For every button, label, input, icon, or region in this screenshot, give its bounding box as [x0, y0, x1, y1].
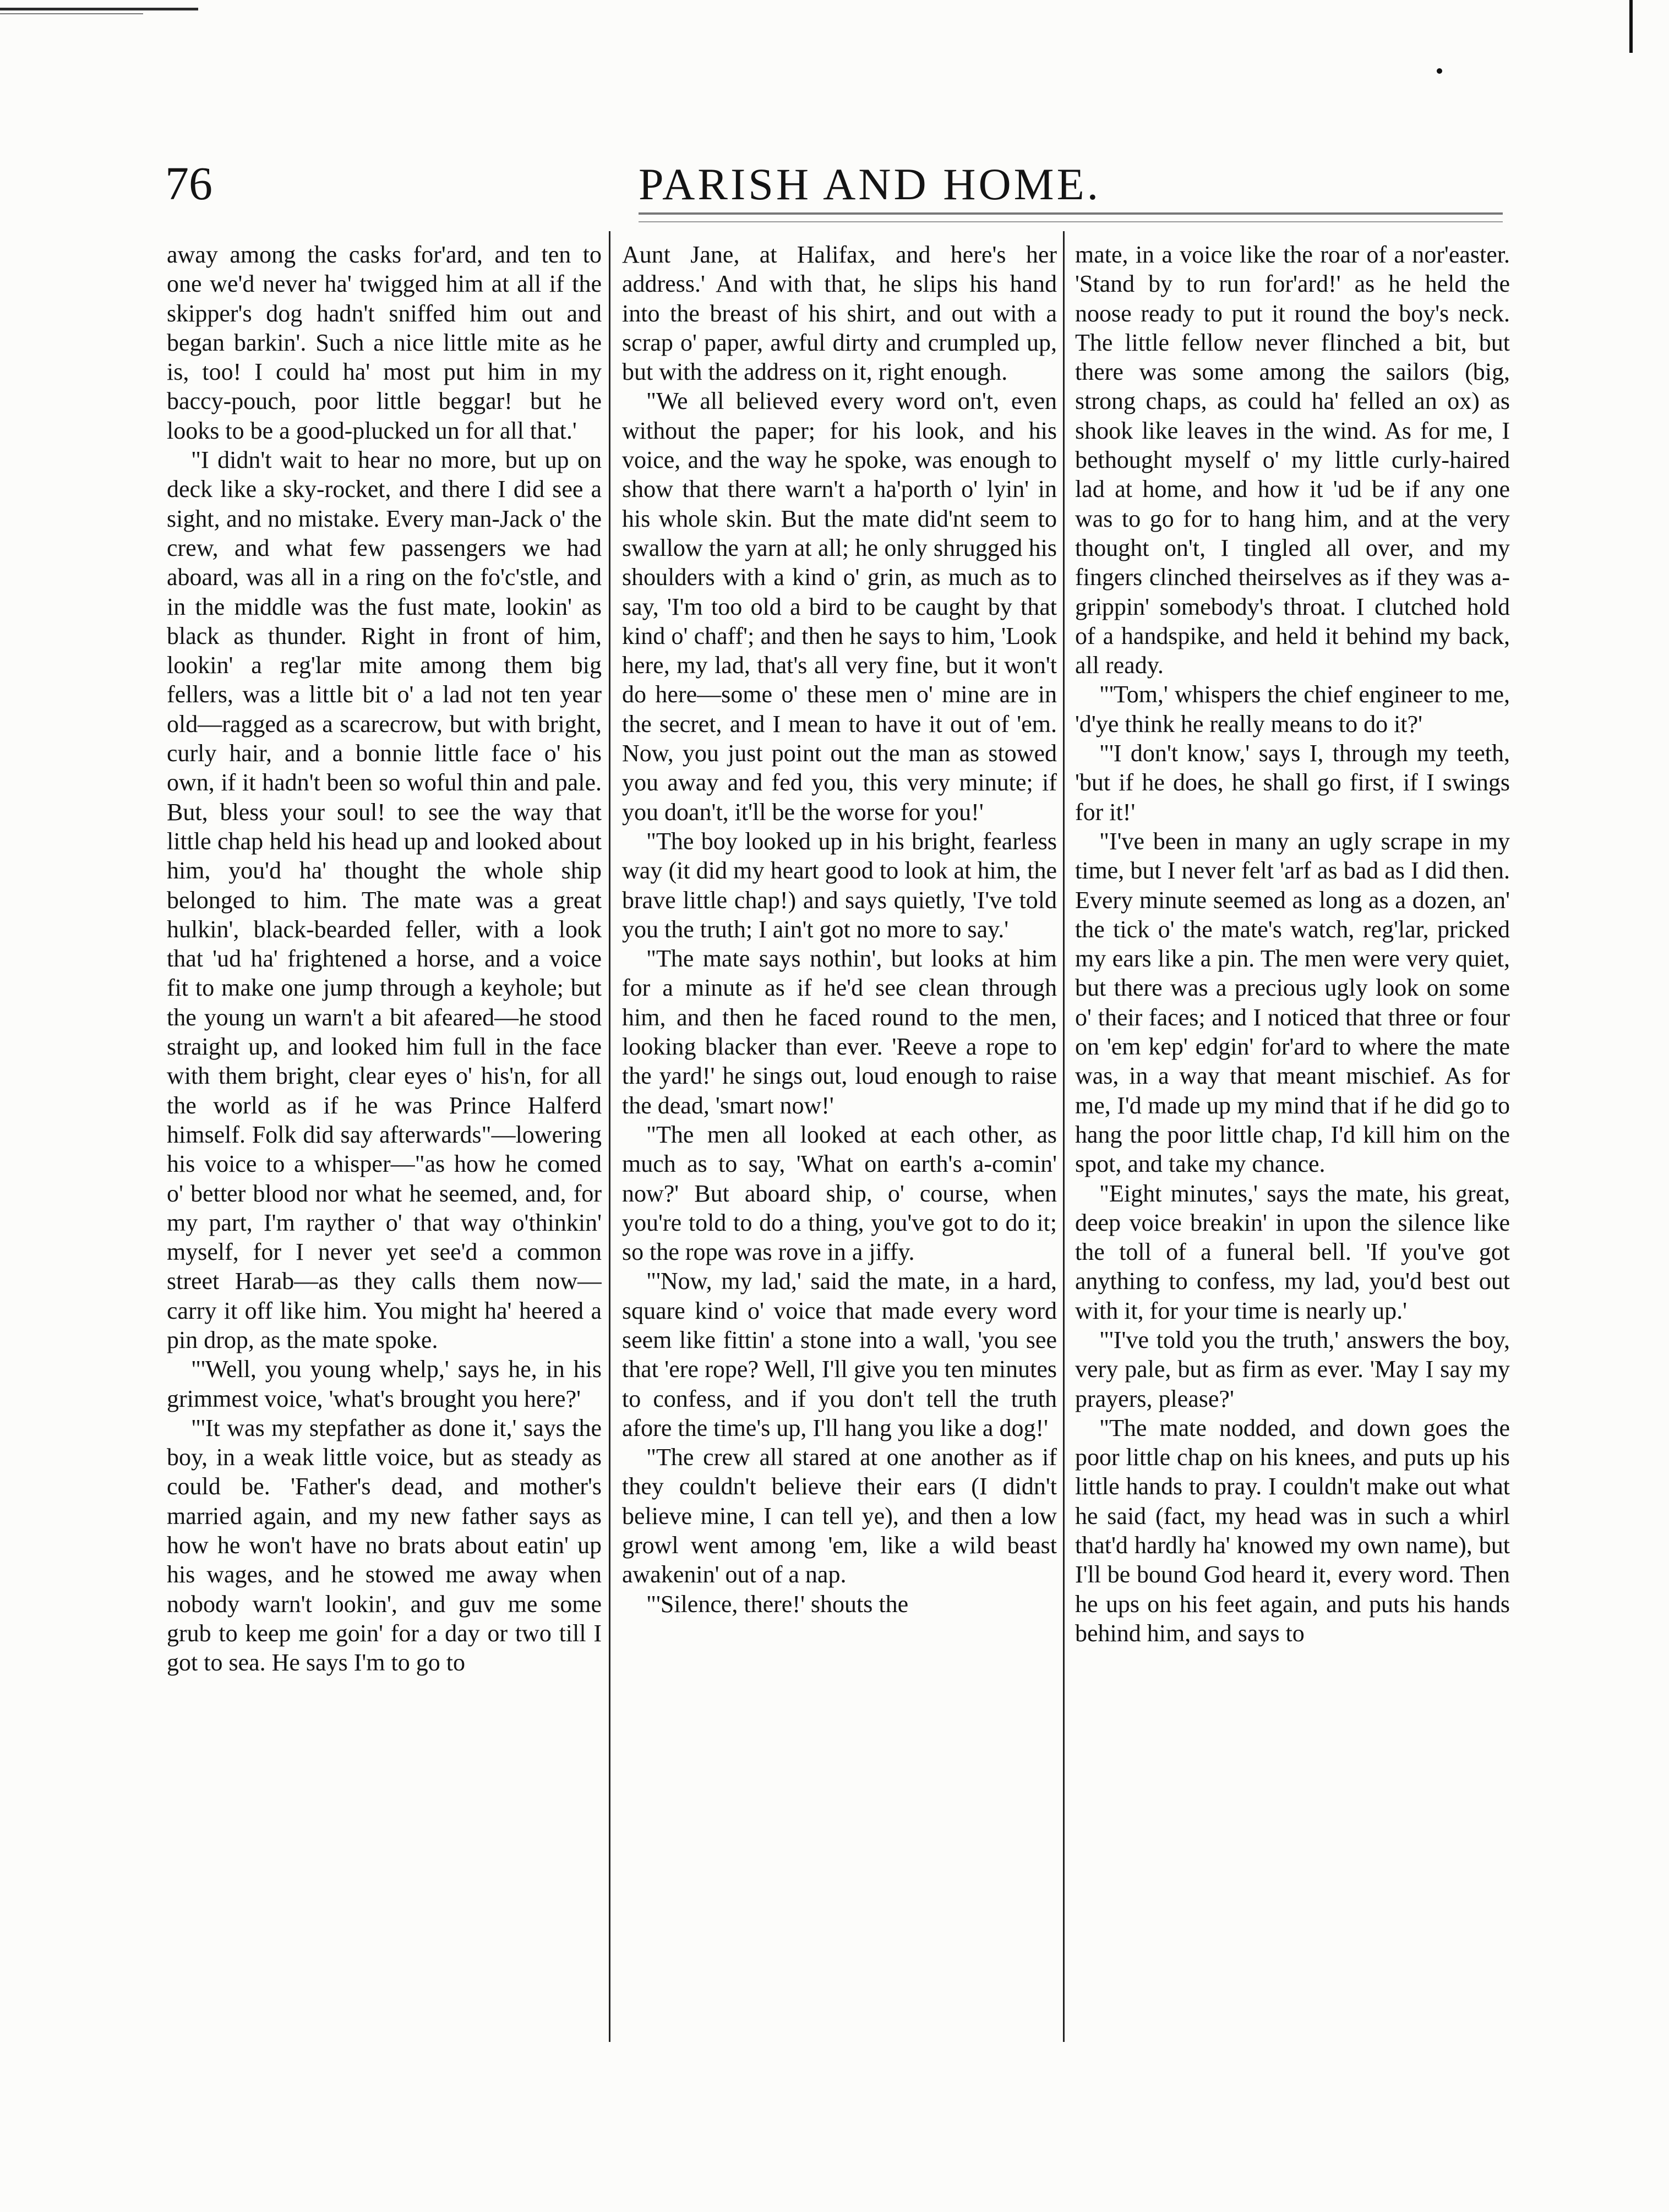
paragraph: "The mate nodded, and down goes the poor little chap on his knees, and puts up his little hands to pray. I couldn't make out what he said (fact, my head was in such a whirl that'd hardly ha' knowed my own name), but I'll be bound God heard it, every word. Then he ups on his feet again, and puts his hands behind him, and says to — [1075, 1414, 1510, 1647]
text-column-1 — [167, 240, 602, 2056]
paragraph: "I've been in many an ugly scrape in my time, but I never felt 'arf as bad as I did then. Every minute seemed as long as a dozen, an' the tick o' the mate's watch, reg'lar, pricked my ears like a pin. The men were very quiet, but there was a precious ugly look on some o' their faces; and I noticed that three or four on 'em kep' edgin' for'ard to where the mate was, in a way that meant mischief. As for me, I'd made up my mind that if he did go to hang the poor little chap, I'd kill him on the spot, and take my chance. — [1075, 827, 1510, 1178]
paragraph: "The mate says nothin', but looks at him for a minute as if he'd see clean through him, and then he faced round to the men, looking blacker than ever. 'Reeve a rope to the yard!' he sings out, loud enough to raise the dead, 'smart now!' — [622, 945, 1057, 1119]
paragraph: "The boy looked up in his bright, fearless way (it did my heart good to look at him, the brave little chap!) and says quietly, 'I've told you the truth; I ain't got no more to say.' — [622, 827, 1057, 943]
column-divider — [1063, 231, 1065, 2042]
paragraph: "We all believed every word on't, even without the paper; for his look, and his voice, and the way he spoke, was enough to show that there warn't a ha'porth o' lyin' in his whole skin. But the mate did'nt seem to swallow the yarn at all; he only shrugged his shoulders with a kind o' grin, as much as to say, 'I'm too old a bird to be caught by that kind o' chaff'; and then he says to him, 'Look here, my lad, that's all very fine, but it won't do here—some o' these men o' mine are in the secret, and I mean to have it out of 'em. Now, you just point out the man as stowed you away and fed you, this very minute; if you doan't, it'll be the worse for you!' — [622, 387, 1057, 826]
paragraph: "'I've told you the truth,' answers the boy, very pale, but as firm as ever. 'May I say my prayers, please?' — [1075, 1326, 1510, 1412]
edge-ink-mark — [1629, 0, 1633, 53]
header-rule-thin — [639, 221, 1503, 222]
paragraph: "Eight minutes,' says the mate, his great, deep voice breakin' in upon the silence like the toll of a funeral bell. 'If you've got anything to confess, my lad, you'd best out with it, for your time is nearly up.' — [1075, 1179, 1510, 1324]
paragraph: "'I don't know,' says I, through my teeth, 'but if he does, he shall go first, if I swings for it!' — [1075, 740, 1510, 826]
page-title: PARISH AND HOME. — [639, 159, 1101, 209]
paragraph: Aunt Jane, at Halifax, and here's her address.' And with that, he slips his hand into the breast of his shirt, and out with a scrap o' paper, awful dirty and crumpled up, but with the address on it, right enough. — [622, 241, 1057, 386]
text-column-3 — [1075, 240, 1510, 2056]
header-rule — [639, 212, 1503, 215]
column-divider — [609, 231, 610, 2042]
paragraph: "'Now, my lad,' said the mate, in a hard, square kind o' voice that made every word seem like fittin' a stone into a wall, 'you see that 'ere rope? Well, I'll give you ten minutes to confess, and if you don't tell the truth afore the time's up, I'll hang you like a dog!' — [622, 1268, 1057, 1441]
text-column-2 — [622, 240, 1057, 2056]
paragraph: "I didn't wait to hear no more, but up on deck like a sky-rocket, and there I did see a sight, and no mistake. Every man-Jack o' the crew, and what few passengers we had aboard, was all in a ring on the fo'c'stle, and in the middle was the fust mate, lookin' as black as thunder. Right in front of him, lookin' a reg'lar mite among them big fellers, was a little bit o' a lad not ten year old—ragged as a scarecrow, but with bright, curly hair, and a bonnie little face o' his own, if it hadn't been so woful thin and pale. But, bless your soul! to see the way that little chap held his head up and looked about him, you'd ha' thought the whole ship belonged to him. The mate was a great hulkin', black-bearded feller, with a look that 'ud ha' frightened a horse, and a voice fit to make one jump through a keyhole; but the young un warn't a bit afeared—he stood straight up, and looked him full in the face with them bright, clear eyes o' his'n, for all the world as if he was Prince Halferd himself. Folk did say afterwards"—lowering his voice to a whisper—"as how he comed o' better blood nor what he seemed, and, for my part, I'm rayther o' that way o'thinkin' myself, for I never yet see'd a common street Harab—as they calls them now—carry it off like him. You might ha' heered a pin drop, as the mate spoke. — [167, 446, 602, 1353]
paragraph: "'Silence, there!' shouts the — [646, 1590, 909, 1618]
paragraph: "'Well, you young whelp,' says he, in his grimmest voice, 'what's brought you here?' — [167, 1356, 602, 1412]
paragraph: "'Tom,' whispers the chief engineer to me, 'd'ye think he really means to do it?' — [1075, 681, 1510, 738]
paragraph: "The crew all stared at one another as if they couldn't believe their ears (I didn't believe mine, I can tell ye), and then a low growl went among 'em, like a wild beast awakenin' out of a nap. — [622, 1444, 1057, 1588]
paragraph: away among the casks for'ard, and ten to one we'd never ha' twigged him at all if the skipper's dog hadn't sniffed him out and began barkin'. Such a nice little mite as he is, too! I could ha' most put him in my baccy-pouch, poor little beggar! but he looks to be a good-plucked un for all that.' — [167, 241, 602, 444]
paragraph: "'It was my stepfather as done it,' says the boy, in a weak little voice, but as steady as could be. 'Father's dead, and mother's married again, and my new father says as how he won't have no brats about eatin' up his wages, and he stowed me away when nobody warn't lookin', and guv me some grub to keep me goin' for a day or two till I got to sea. He says I'm to go to — [167, 1414, 602, 1676]
paragraph: "The men all looked at each other, as much as to say, 'What on earth's a-comin' now?' But aboard ship, o' course, when you're told to do a thing, you've got to do it; so the rope was rove in a jiffy. — [622, 1121, 1057, 1266]
top-edge-rule — [0, 8, 198, 10]
paragraph: mate, in a voice like the roar of a nor'easter. 'Stand by to run for'ard!' as he held the noose ready to put it round the boy's neck. The little fellow never flinched a bit, but there was some among the sailors (big, strong chaps, as could ha' felled an ox) as shook like leaves in the wind. As for me, I bethought myself o' my little curly-haired lad at home, and how it 'ud be if any one was to go for to hang him, and at the very thought on't, I tingled all over, and my fingers clinched theirselves as if they was a-grippin' somebody's throat. I clutched hold of a handspike, and held it behind my back, all ready. — [1075, 241, 1510, 679]
ink-dot — [1437, 68, 1442, 74]
page-number: 76 — [165, 157, 212, 210]
top-edge-rule-thin — [0, 13, 143, 14]
